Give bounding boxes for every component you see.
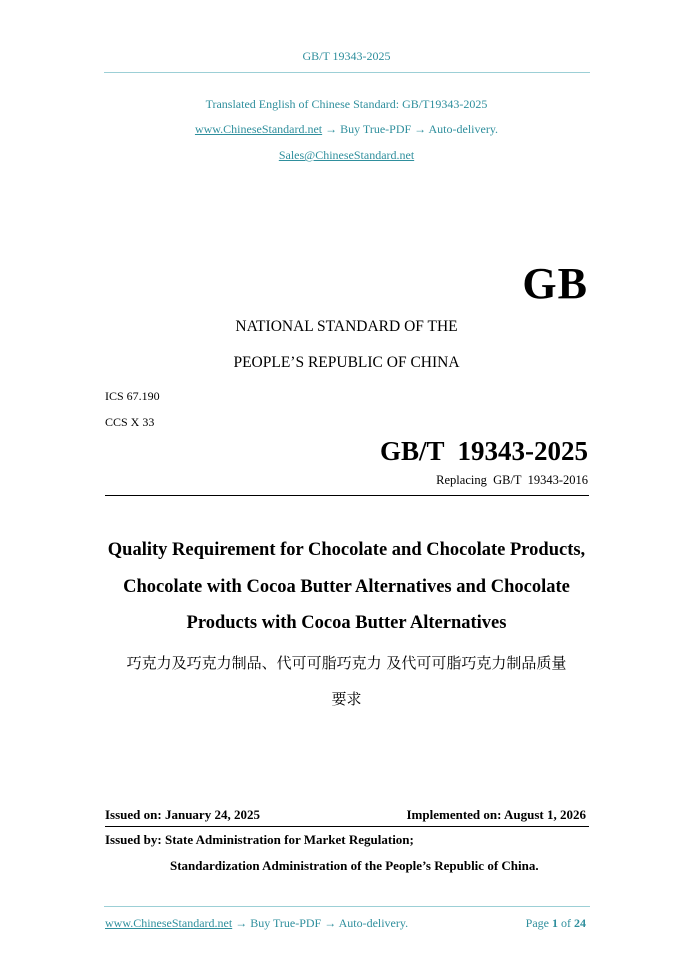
running-header: GB/T 19343-2025 bbox=[302, 49, 391, 63]
translation-note: Translated English of Chinese Standard: GB/T19343-2025 bbox=[205, 97, 488, 111]
title-en-line3: Products with Cocoa Butter Alternatives bbox=[186, 613, 507, 633]
title-en-line1: Quality Requirement for Chocolate and Chocolate Products, bbox=[107, 540, 586, 560]
ics-code: ICS 67.190 bbox=[105, 389, 160, 403]
footer-site-link[interactable]: www.ChineseStandard.net bbox=[105, 916, 233, 930]
page-number: 1 bbox=[552, 916, 558, 930]
national-standard-line2: PEOPLE’S REPUBLIC OF CHINA bbox=[233, 354, 460, 371]
email-line bbox=[0, 148, 693, 163]
promo-line bbox=[0, 122, 693, 137]
issued-by: Issued by: State Administration for Market Regulation; bbox=[105, 832, 414, 847]
email-link[interactable]: Sales@ChineseStandard.net bbox=[278, 148, 415, 162]
ccs-code: CCS X 33 bbox=[105, 415, 155, 429]
footer-promo bbox=[105, 916, 408, 931]
page-total: 24 bbox=[574, 916, 586, 930]
standard-number: GB/T 19343-2025 bbox=[379, 436, 588, 466]
title-en-line2: Chocolate with Cocoa Butter Alternatives and Chocolate bbox=[123, 577, 570, 597]
replacing-note: Replacing GB/T 19343-2016 bbox=[436, 473, 588, 487]
footer-divider bbox=[104, 906, 590, 907]
page-of-label: of bbox=[558, 916, 574, 930]
footer-promo-text: → Buy True-PDF → Auto-delivery. bbox=[232, 916, 409, 930]
promo-text: → Buy True-PDF → Auto-delivery. bbox=[322, 122, 499, 136]
issued-by-secondary: Standardization Administration of the People’s Republic of China. bbox=[170, 858, 539, 873]
header-divider bbox=[104, 72, 590, 73]
implemented-on-date: Implemented on: August 1, 2026 bbox=[406, 807, 586, 822]
title-divider bbox=[105, 495, 589, 496]
site-link[interactable]: www.ChineseStandard.net bbox=[194, 122, 323, 136]
page-indicator bbox=[526, 916, 586, 931]
issue-divider bbox=[105, 826, 589, 827]
page-label: Page bbox=[525, 916, 552, 930]
issued-on-date: Issued on: January 24, 2025 bbox=[105, 807, 260, 822]
national-standard-line1: NATIONAL STANDARD OF THE bbox=[235, 318, 458, 335]
title-zh-line1: 巧克力及巧克力制品、代可可脂巧克力 及代可可脂巧克力制品质量 bbox=[126, 654, 567, 672]
gb-logo: GB bbox=[522, 259, 588, 308]
title-zh-line2: 要求 bbox=[331, 690, 362, 708]
